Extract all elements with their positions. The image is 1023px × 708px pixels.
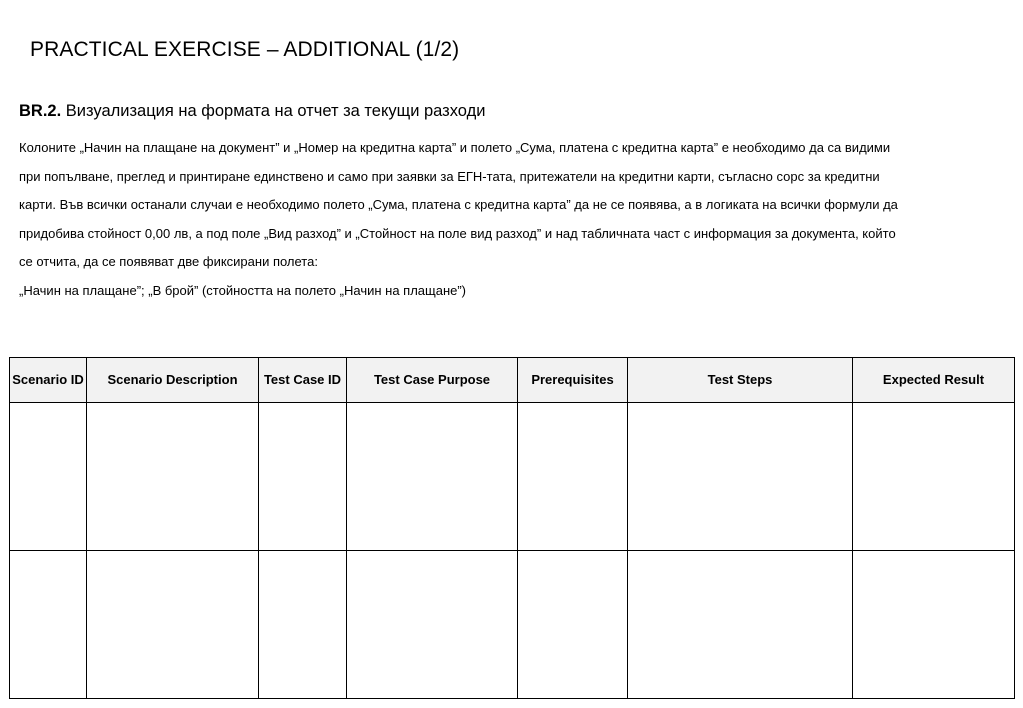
header-expected-result: Expected Result bbox=[853, 358, 1015, 403]
description-line: Колоните „Начин на плащане на документ” и „Номер на кредитна карта” и полето „Сума, платена с кредитна карта” е необходимо да са видими bbox=[19, 140, 891, 155]
table-cell[interactable] bbox=[853, 551, 1015, 699]
header-scenario-description: Scenario Description bbox=[87, 358, 259, 403]
table-cell[interactable] bbox=[259, 551, 347, 699]
requirement-heading bbox=[19, 102, 485, 121]
header-scenario-id: Scenario ID bbox=[10, 358, 87, 403]
requirement-description bbox=[19, 134, 1009, 305]
table-cell[interactable] bbox=[347, 403, 518, 551]
table-row bbox=[10, 551, 1015, 699]
table-row bbox=[10, 403, 1015, 551]
header-test-case-purpose: Test Case Purpose bbox=[347, 358, 518, 403]
header-test-steps: Test Steps bbox=[628, 358, 853, 403]
table-cell[interactable] bbox=[628, 551, 853, 699]
table-cell[interactable] bbox=[628, 403, 853, 551]
table-cell[interactable] bbox=[853, 403, 1015, 551]
table-cell[interactable] bbox=[259, 403, 347, 551]
description-line: при попълване, преглед и принтиране единствено и само при заявки за ЕГН-тата, притежатели на кредитни карти, съгласно сорс за кредитни bbox=[19, 168, 880, 184]
requirement-title: Визуализация на формата на отчет за текущи разходи bbox=[65, 102, 486, 120]
description-line: се отчита, да се появяват две фиксирани полета: bbox=[19, 254, 318, 269]
table-cell[interactable] bbox=[518, 403, 628, 551]
header-prerequisites: Prerequisites bbox=[518, 358, 628, 403]
slide-title: PRACTICAL EXERCISE – ADDITIONAL (1/2) bbox=[30, 38, 460, 61]
table-cell[interactable] bbox=[10, 403, 87, 551]
description-line: карти. Във всички останали случаи е необходимо полето „Сума, платена с кредитна карта” да не се появява, а в логиката на всички формули да bbox=[19, 197, 898, 212]
table-cell[interactable] bbox=[518, 551, 628, 699]
table-header-row bbox=[10, 358, 1015, 403]
table-cell[interactable] bbox=[87, 551, 259, 699]
header-test-case-id: Test Case ID bbox=[259, 358, 347, 403]
table-cell[interactable] bbox=[10, 551, 87, 699]
test-case-table bbox=[9, 357, 1015, 699]
description-line: придобива стойност 0,00 лв, а под поле „Вид разход” и „Стойност на поле вид разход” и над табличната част с информация за документа, който bbox=[19, 225, 896, 241]
table-cell[interactable] bbox=[87, 403, 259, 551]
description-line: „Начин на плащане”; „В брой” (стойността на полето „Начин на плащане”) bbox=[19, 282, 467, 298]
requirement-code: BR.2. bbox=[19, 102, 62, 120]
table-cell[interactable] bbox=[347, 551, 518, 699]
